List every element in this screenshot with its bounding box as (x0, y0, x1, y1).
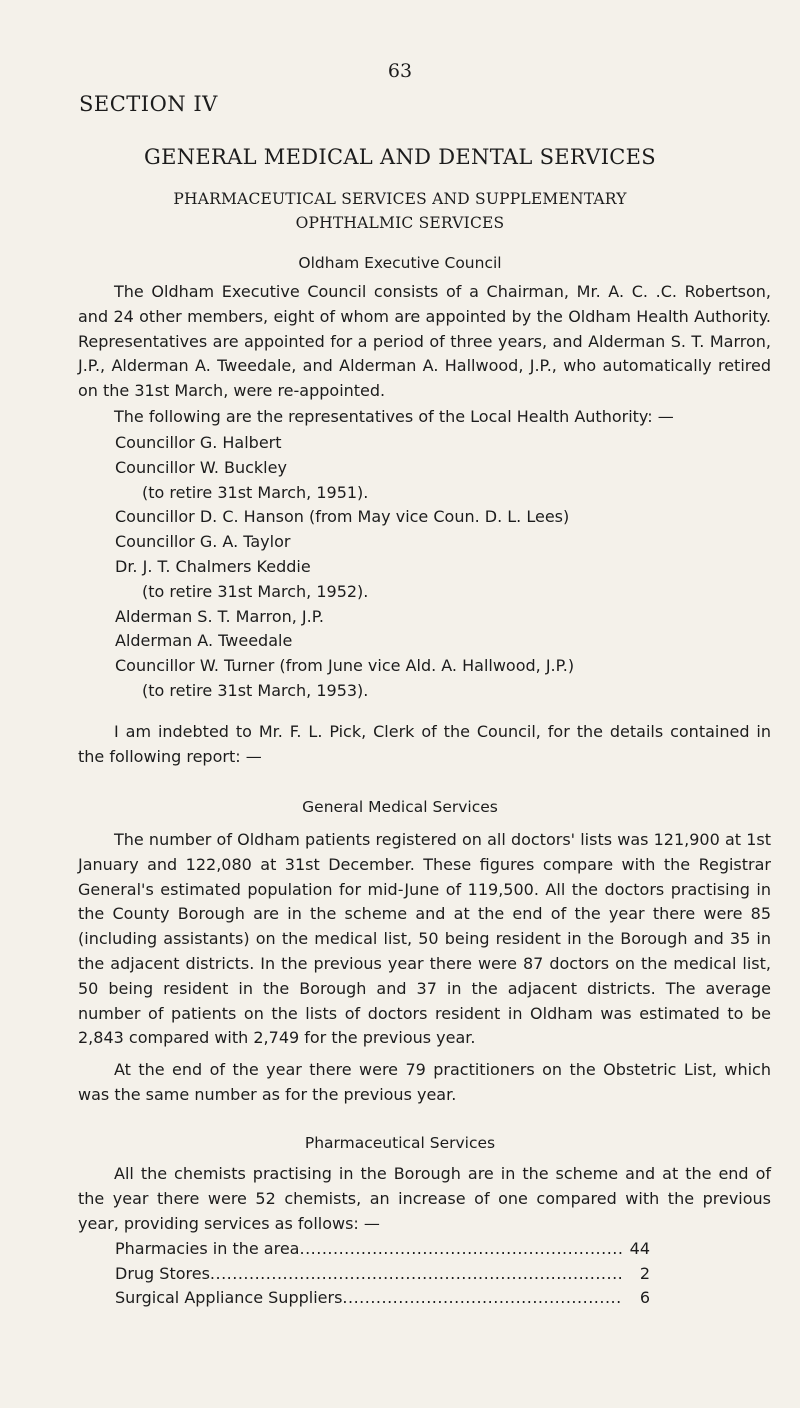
pharm-paragraph-text: All the chemists practising in the Borough are in the scheme and at the end of the year there were 52 chemists, an increase of one compared with the previous year, providing services as follows: — (78, 1164, 771, 1233)
leader-dots (210, 1262, 622, 1287)
page-number: 63 (387, 60, 413, 82)
list-item: Councillor D. C. Hanson (from May vice Coun. D. L. Lees) (115, 507, 570, 527)
council-paragraph-text: The Oldham Executive Council consists of a Chairman, Mr. A. C. .C. Robertson, and 24 other members, eight of whom are appointed by the Oldham Health Authority. Representatives are appointed for a period of three years, and Alderman S. T. Marron, J.P., Alderman A. Tweedale, and Alderman A. Hallwood, J.P., who automatically retired on the 31st March, were re-appointed. (78, 282, 771, 401)
list-item: Councillor G. A. Taylor (115, 532, 291, 552)
table-row-value: 6 (639, 1288, 650, 1308)
leader-dots (342, 1286, 622, 1311)
gms-paragraph-1 (78, 828, 771, 1051)
indebted-paragraph-text: I am indebted to Mr. F. L. Pick, Clerk of the Council, for the details contained in the following report: — (78, 722, 771, 766)
table-row-value: 44 (629, 1239, 650, 1258)
section-label: SECTION IV (79, 92, 218, 116)
pharm-table (115, 1237, 650, 1311)
list-item: Alderman A. Tweedale (115, 631, 293, 651)
list-item: (to retire 31st March, 1952). (142, 581, 369, 601)
table-row (115, 1262, 650, 1287)
council-paragraph (78, 280, 771, 404)
list-item: Alderman S. T. Marron, J.P. (115, 606, 324, 626)
list-item: (to retire 31st March, 1951). (142, 482, 369, 502)
subtitle-line-2: OPHTHALMIC SERVICES (295, 214, 505, 232)
leader-dots (299, 1237, 622, 1262)
page-title: GENERAL MEDICAL AND DENTAL SERVICES (144, 145, 656, 169)
pharm-paragraph (78, 1162, 771, 1236)
gms-heading: General Medical Services (302, 798, 498, 816)
table-row (115, 1286, 650, 1311)
list-item: Councillor W. Buckley (115, 457, 287, 477)
table-row-value: 2 (639, 1263, 650, 1283)
gms-paragraph-2-text: At the end of the year there were 79 practitioners on the Obstetric List, which was the same number as for the previous year. (78, 1060, 771, 1104)
table-row (115, 1237, 650, 1262)
council-heading: Oldham Executive Council (298, 254, 502, 272)
subtitle-line-1: PHARMACEUTICAL SERVICES AND SUPPLEMENTARY (173, 190, 627, 208)
pharm-heading: Pharmaceutical Services (304, 1134, 496, 1152)
list-item: (to retire 31st March, 1953). (142, 680, 369, 700)
table-row-label: Surgical Appliance Suppliers (115, 1288, 343, 1308)
indebted-paragraph (78, 720, 771, 770)
gms-paragraph-1-text: The number of Oldham patients registered on all doctors' lists was 121,900 at 1st January and 122,080 at 31st December. These figures compare with the Registrar General's estimated population for mid-June of 119,500. All the doctors practising in the County Borough are in the scheme and at the end of the year there were 85 (including assistants) on the medical list, 50 being resident in the Borough and 35 in the adjacent districts. In the previous year there were 87 doctors on the medical list, 50 being resident in the Borough and 37 in the adjacent districts. The average number of patients on the lists of doctors resident in Oldham was estimated to be 2,843 compared with 2,749 for the previous year. (78, 830, 771, 1048)
list-item: Councillor W. Turner (from June vice Ald. A. Hallwood, J.P.) (115, 656, 575, 676)
table-row-label: Drug Stores (115, 1263, 210, 1283)
gms-paragraph-2 (78, 1058, 771, 1108)
representatives-list (115, 431, 775, 704)
representatives-intro: The following are the representatives of the Local Health Authority: — (114, 407, 674, 426)
list-item: Councillor G. Halbert (115, 433, 282, 452)
table-row-label: Pharmacies in the area (115, 1239, 300, 1258)
list-item: Dr. J. T. Chalmers Keddie (115, 556, 311, 576)
